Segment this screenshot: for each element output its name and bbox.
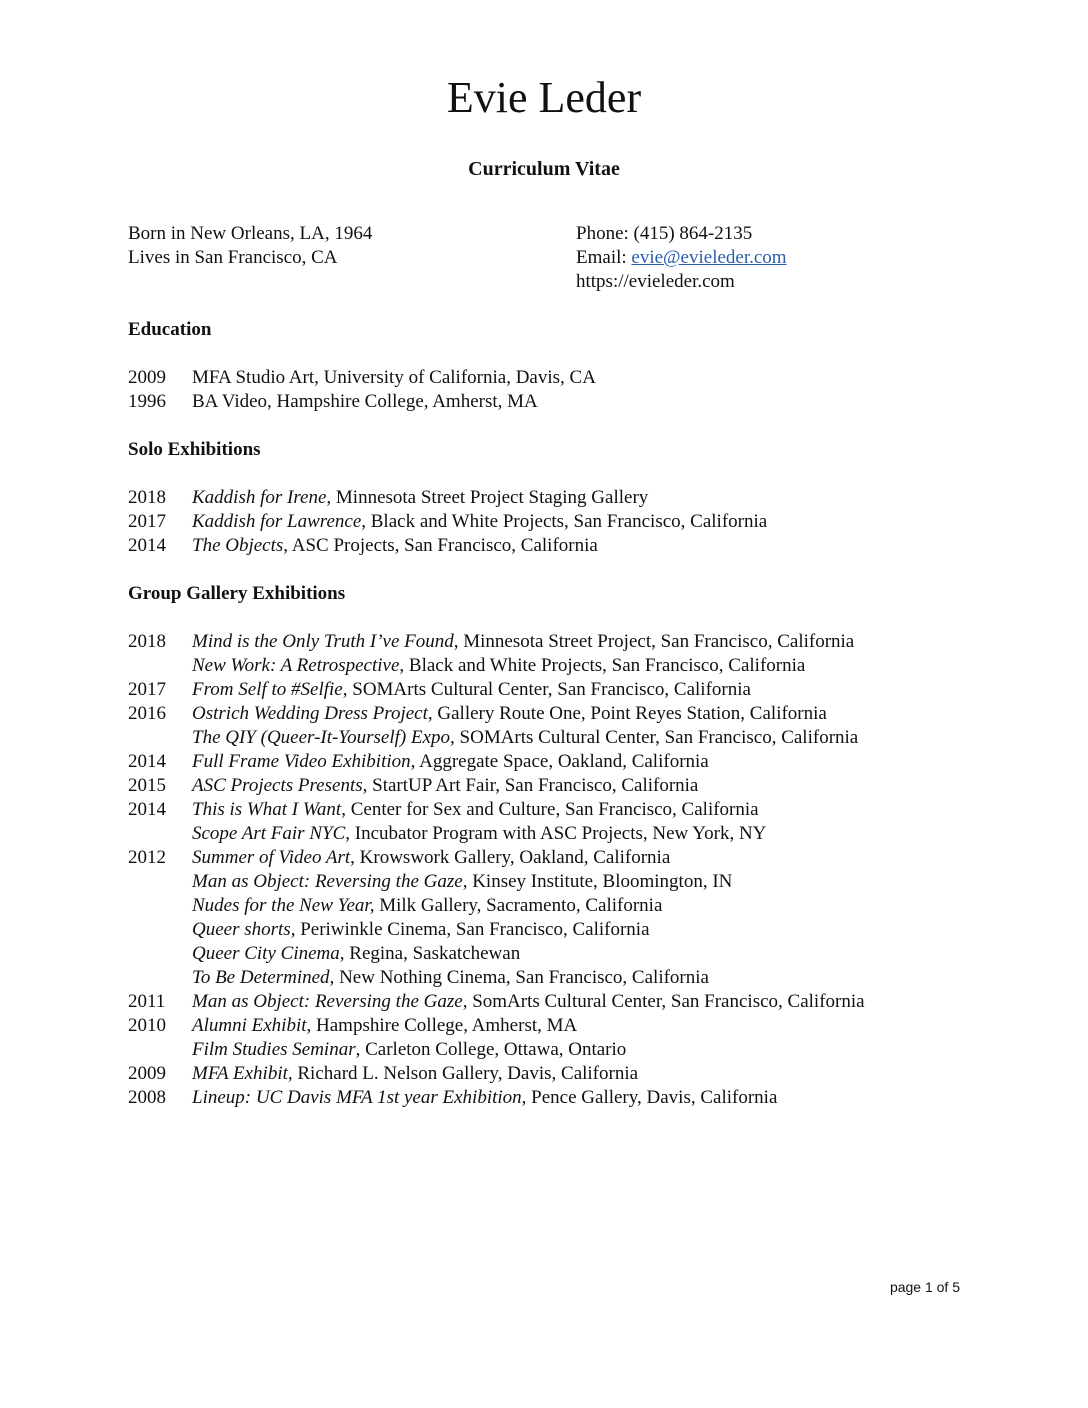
exhibition-title: Lineup: UC Davis MFA 1st year Exhibition xyxy=(192,1087,522,1108)
exhibition-desc xyxy=(192,630,854,654)
exhibition-venue: , Incubator Program with ASC Projects, New York, NY xyxy=(345,823,767,844)
exhibition-year xyxy=(128,918,192,942)
exhibition-desc xyxy=(192,1038,626,1062)
exhibition-row xyxy=(128,1014,865,1038)
exhibition-venue: , Carleton College, Ottawa, Ontario xyxy=(355,1039,627,1060)
exhibition-title: Alumni Exhibit xyxy=(192,1015,307,1036)
solo-exhibitions-section xyxy=(128,438,767,558)
exhibition-row xyxy=(128,510,767,534)
group-exhibitions-heading: Group Gallery Exhibitions xyxy=(128,583,346,604)
contact-right xyxy=(576,222,787,294)
exhibition-venue: , ASC Projects, San Francisco, California xyxy=(283,535,598,556)
exhibition-desc xyxy=(192,534,598,558)
exhibition-desc xyxy=(192,750,709,774)
exhibition-year: 2014 xyxy=(128,751,166,772)
exhibition-title: Queer shorts, xyxy=(192,919,296,940)
exhibition-year xyxy=(128,654,192,678)
exhibition-title: Ostrich Wedding Dress Project xyxy=(192,703,428,724)
exhibition-year: 2008 xyxy=(128,1087,166,1108)
education-heading: Education xyxy=(128,319,212,340)
exhibition-title: Man as Object: Reversing the Gaze xyxy=(192,871,463,892)
exhibition-venue: , SOMArts Cultural Center, San Francisco, California xyxy=(342,679,751,700)
exhibition-venue: , Minnesota Street Project Staging Gallery xyxy=(326,487,649,508)
exhibition-venue: , StartUP Art Fair, San Francisco, California xyxy=(362,775,699,796)
exhibition-row xyxy=(128,726,865,750)
solo-exhibitions-heading: Solo Exhibitions xyxy=(128,439,261,460)
group-exhibitions-section xyxy=(128,582,865,1110)
education-section xyxy=(128,318,596,414)
exhibition-venue: , Pence Gallery, Davis, California xyxy=(521,1087,778,1108)
education-list xyxy=(128,366,596,414)
education-desc: MFA Studio Art, University of California, Davis, CA xyxy=(192,367,596,388)
exhibition-row xyxy=(128,966,865,990)
cv-name: Evie Leder xyxy=(446,73,642,122)
education-desc: BA Video, Hampshire College, Amherst, MA xyxy=(192,391,538,412)
exhibition-desc xyxy=(192,918,650,942)
exhibition-year: 2017 xyxy=(128,511,166,532)
exhibition-title: Film Studies Seminar xyxy=(192,1039,356,1060)
exhibition-title: New Work: A Retrospective xyxy=(192,655,400,676)
exhibition-title: Scope Art Fair NYC xyxy=(192,823,346,844)
group-exhibitions-list xyxy=(128,630,865,1110)
website-info: https://evieleder.com xyxy=(576,271,735,292)
exhibition-title: This is What I Want xyxy=(192,799,342,820)
exhibition-venue: , Hampshire College, Amherst, MA xyxy=(306,1015,578,1036)
exhibition-title: Full Frame Video Exhibition, xyxy=(192,751,416,772)
exhibition-title: Kaddish for Irene xyxy=(192,487,327,508)
exhibition-title: ASC Projects Presents xyxy=(192,775,363,796)
exhibition-title: The QIY (Queer-It-Yourself) Expo, xyxy=(192,727,455,748)
exhibition-desc xyxy=(192,894,662,918)
exhibition-title: Man as Object: Reversing the Gaze xyxy=(192,991,463,1012)
exhibition-desc xyxy=(192,798,759,822)
exhibition-row xyxy=(128,942,865,966)
solo-exhibitions-list xyxy=(128,486,767,558)
exhibition-venue: , Center for Sex and Culture, San Francisco, California xyxy=(341,799,759,820)
exhibition-title: To Be Determined, xyxy=(192,967,335,988)
education-year: 1996 xyxy=(128,391,166,412)
birth-info: Born in New Orleans, LA, 1964 xyxy=(128,223,373,244)
exhibition-venue: , Richard L. Nelson Gallery, Davis, California xyxy=(287,1063,639,1084)
exhibition-year xyxy=(128,942,192,966)
exhibition-row xyxy=(128,1086,865,1110)
exhibition-venue: Periwinkle Cinema, San Francisco, California xyxy=(295,919,650,940)
exhibition-desc xyxy=(192,702,827,726)
exhibition-venue: Aggregate Space, Oakland, California xyxy=(415,751,709,772)
exhibition-year xyxy=(128,894,192,918)
email-info xyxy=(576,246,787,270)
education-year: 2009 xyxy=(128,367,166,388)
exhibition-year: 2018 xyxy=(128,487,166,508)
exhibition-row xyxy=(128,1062,865,1086)
exhibition-year: 2014 xyxy=(128,799,166,820)
exhibition-row xyxy=(128,918,865,942)
exhibition-row xyxy=(128,798,865,822)
cv-subtitle: Curriculum Vitae xyxy=(468,158,620,180)
exhibition-row xyxy=(128,774,865,798)
exhibition-venue: , Kinsey Institute, Bloomington, IN xyxy=(462,871,733,892)
exhibition-desc xyxy=(192,822,766,846)
exhibition-venue: , SomArts Cultural Center, San Francisco, California xyxy=(462,991,865,1012)
exhibition-row xyxy=(128,654,865,678)
exhibition-row xyxy=(128,1038,865,1062)
exhibition-venue: SOMArts Cultural Center, San Francisco, California xyxy=(454,727,859,748)
exhibition-year xyxy=(128,1038,192,1062)
exhibition-year xyxy=(128,822,192,846)
exhibition-title: Mind is the Only Truth I’ve Found xyxy=(192,631,454,652)
exhibition-desc xyxy=(192,846,670,870)
exhibition-row xyxy=(128,702,865,726)
exhibition-year: 2014 xyxy=(128,535,166,556)
exhibition-desc xyxy=(192,1086,777,1110)
exhibition-desc xyxy=(192,678,751,702)
exhibition-desc xyxy=(192,870,732,894)
exhibition-row xyxy=(128,750,865,774)
exhibition-title: The Objects xyxy=(192,535,284,556)
exhibition-desc xyxy=(192,966,709,990)
exhibition-venue: , Krowswork Gallery, Oakland, California xyxy=(350,847,671,868)
exhibition-desc xyxy=(192,486,648,510)
exhibition-row xyxy=(128,870,865,894)
exhibition-row xyxy=(128,990,865,1014)
exhibition-title: Nudes for the New Year, xyxy=(192,895,375,916)
education-row xyxy=(128,366,596,390)
exhibition-title: Kaddish for Lawrence xyxy=(192,511,362,532)
exhibition-venue: , Gallery Route One, Point Reyes Station, California xyxy=(427,703,827,724)
exhibition-year: 2011 xyxy=(128,991,166,1012)
exhibition-desc xyxy=(192,774,698,798)
exhibition-row xyxy=(128,486,767,510)
exhibition-year xyxy=(128,966,192,990)
exhibition-year: 2010 xyxy=(128,1015,166,1036)
exhibition-year: 2009 xyxy=(128,1063,166,1084)
exhibition-venue: Milk Gallery, Sacramento, California xyxy=(374,895,663,916)
exhibition-year: 2017 xyxy=(128,679,166,700)
exhibition-desc xyxy=(192,1014,577,1038)
exhibition-title: MFA Exhibit xyxy=(192,1063,288,1084)
email-label: Email: xyxy=(576,247,632,268)
exhibition-year: 2016 xyxy=(128,703,166,724)
exhibition-row xyxy=(128,534,767,558)
page-number: page 1 of 5 xyxy=(889,1279,960,1295)
exhibition-year: 2015 xyxy=(128,775,166,796)
exhibition-year: 2012 xyxy=(128,847,166,868)
exhibition-year xyxy=(128,870,192,894)
residence-info: Lives in San Francisco, CA xyxy=(128,247,338,268)
exhibition-venue: , Regina, Saskatchewan xyxy=(339,943,521,964)
exhibition-row xyxy=(128,894,865,918)
exhibition-desc xyxy=(192,654,805,678)
exhibition-venue: , Black and White Projects, San Francisco, California xyxy=(361,511,768,532)
exhibition-row xyxy=(128,822,865,846)
education-row xyxy=(128,390,596,414)
exhibition-row xyxy=(128,846,865,870)
exhibition-year: 2018 xyxy=(128,631,166,652)
exhibition-venue: , Minnesota Street Project, San Francisco, California xyxy=(453,631,855,652)
exhibition-row xyxy=(128,630,865,654)
exhibition-desc xyxy=(192,510,767,534)
exhibition-venue: New Nothing Cinema, San Francisco, California xyxy=(334,967,709,988)
email-link[interactable]: evie@evieleder.com xyxy=(631,247,787,268)
exhibition-desc xyxy=(192,726,858,750)
contact-left xyxy=(128,222,372,270)
exhibition-desc xyxy=(192,1062,638,1086)
exhibition-venue: , Black and White Projects, San Francisco, California xyxy=(399,655,806,676)
exhibition-title: Queer City Cinema xyxy=(192,943,340,964)
exhibition-year xyxy=(128,726,192,750)
exhibition-desc xyxy=(192,942,520,966)
exhibition-title: From Self to #Selfie xyxy=(192,679,343,700)
exhibition-title: Summer of Video Art xyxy=(192,847,351,868)
phone-info: Phone: (415) 864-2135 xyxy=(576,223,753,244)
exhibition-row xyxy=(128,678,865,702)
exhibition-desc xyxy=(192,990,865,1014)
